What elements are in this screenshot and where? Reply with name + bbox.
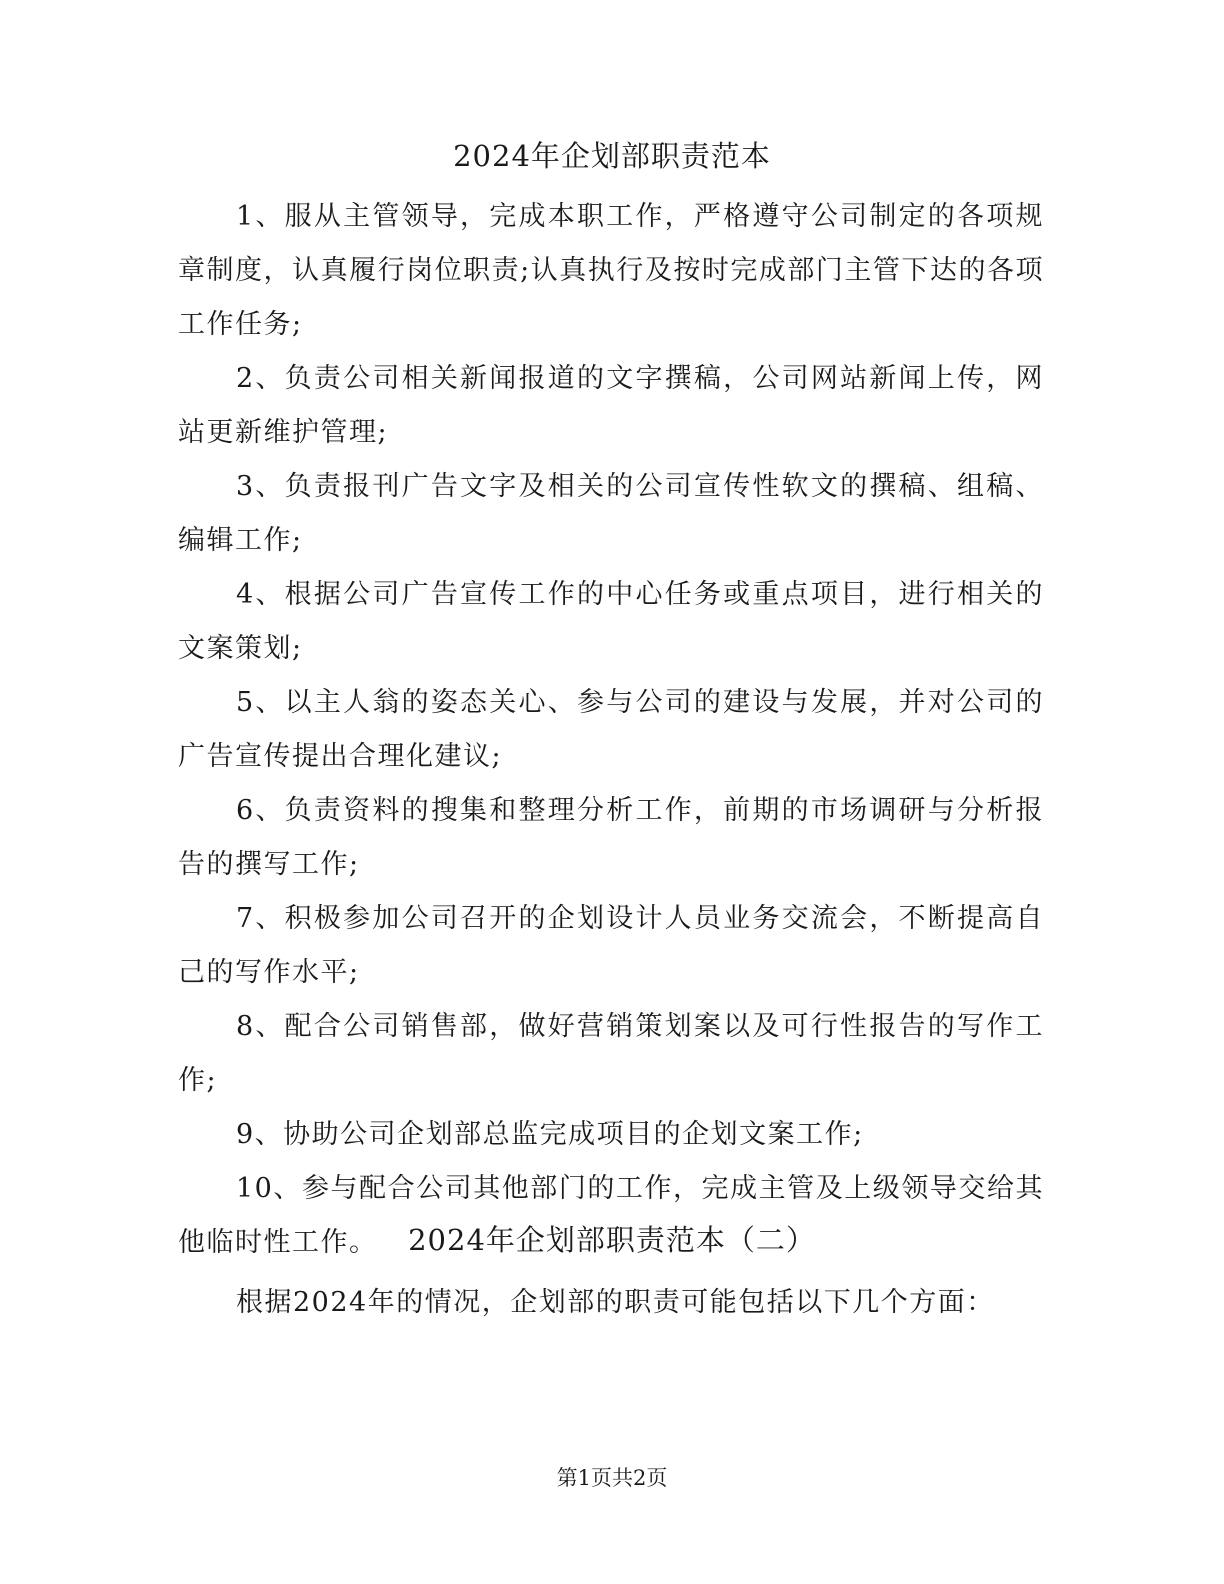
duty-item-3: 3、负责报刊广告文字及相关的公司宣传性软文的撰稿、组稿、编辑工作; xyxy=(178,471,1044,556)
duty-item-4: 4、根据公司广告宣传工作的中心任务或重点项目，进行相关的文案策划; xyxy=(178,579,1044,664)
duty-item-8: 8、配合公司销售部，做好营销策划案以及可行性报告的写作工作; xyxy=(178,1011,1044,1096)
duty-item-1: 1、服从主管领导，完成本职工作，严格遵守公司制定的各项规章制度，认真履行岗位职责;认真执行及按时完成部门主管下达的各项工作任务; xyxy=(178,201,1044,340)
duty-item-7: 7、积极参加公司召开的企划设计人员业务交流会，不断提高自己的写作水平; xyxy=(178,903,1044,988)
document-title: 2024年企划部职责范本 xyxy=(453,139,771,173)
duty-list xyxy=(178,190,1044,1270)
duty-item-10: 10、参与配合公司其他部门的工作，完成主管及上级领导交给其他临时性工作。 xyxy=(178,1173,1044,1258)
duty-item-2: 2、负责公司相关新闻报道的文字撰稿，公司网站新闻上传，网站更新维护管理; xyxy=(178,363,1044,448)
duty-item-5: 5、以主人翁的姿态关心、参与公司的建设与发展，并对公司的广告宣传提出合理化建议; xyxy=(178,687,1044,772)
section-2-intro: 根据2024年的情况，企划部的职责可能包括以下几个方面： xyxy=(236,1287,995,1318)
duty-item-9: 9、协助公司企划部总监完成项目的企划文案工作; xyxy=(236,1119,864,1150)
duty-item-6: 6、负责资料的搜集和整理分析工作，前期的市场调研与分析报告的撰写工作; xyxy=(178,795,1044,880)
page-number: 第1页共2页 xyxy=(556,1466,668,1490)
section-2-body xyxy=(178,1276,1044,1330)
section-2-title: 2024年企划部职责范本（二） xyxy=(408,1223,816,1257)
